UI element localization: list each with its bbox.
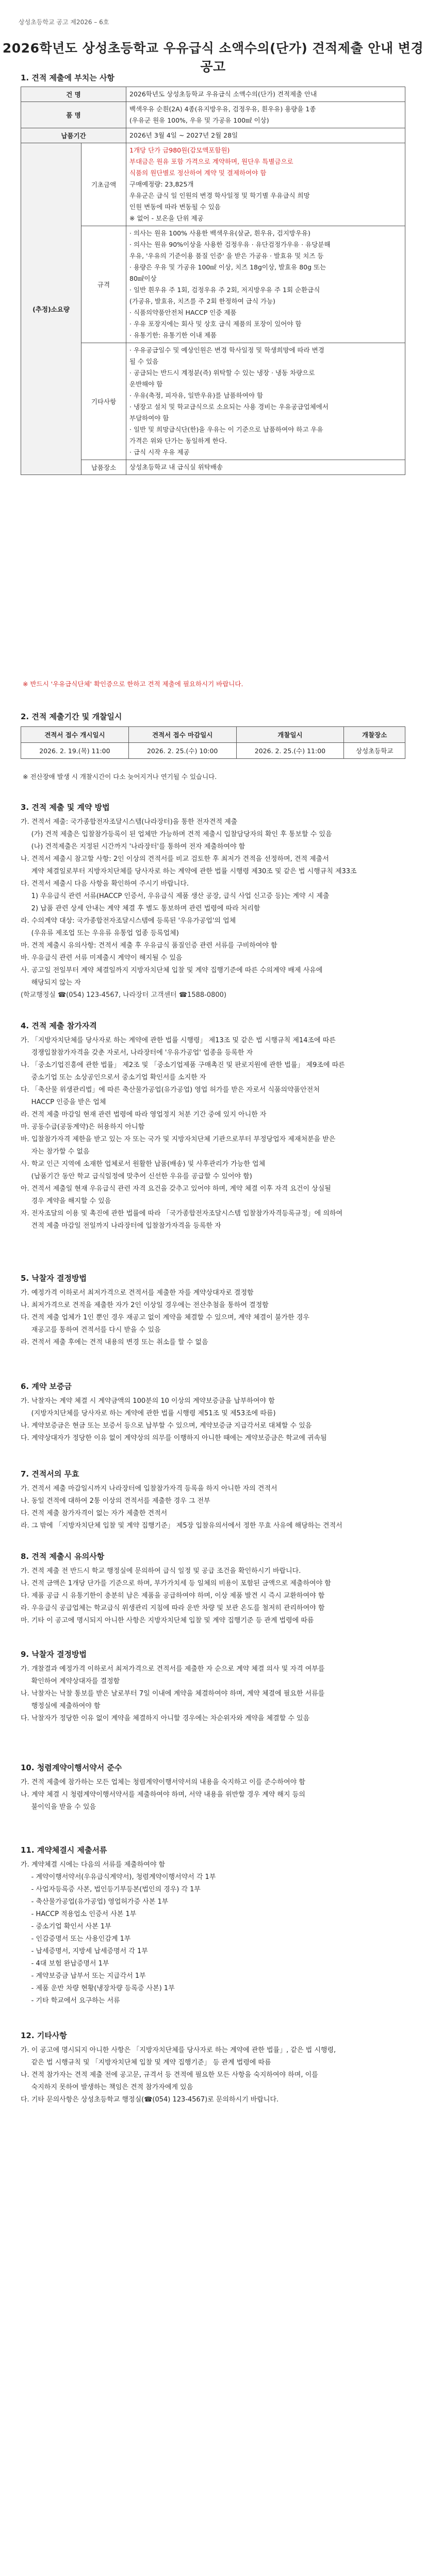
misc-line: · 급식 시작 우유 제공: [129, 448, 190, 456]
section-12-heading: 12. 기타사항: [21, 2031, 67, 2040]
spec-label: (추정)소요량: [21, 143, 81, 475]
table-cell: 2026. 2. 19.(목) 11:00: [21, 743, 129, 759]
table-row: [21, 87, 405, 102]
section-1-heading: 1. 견적 제출에 부치는 사항: [21, 73, 114, 82]
section-5-body: 가. 예정가격 이하로서 최저가격으로 견적서를 제출한 자를 계약상대자로 결정함 나. 최저가격으로 견적을 제출한 자가 2인 이상일 경우에는 전산추첨을 통하여 결정함 다. 견적 제출 업체가 1인 뿐인 경우 재공고 없이 계약을 체결할 수 있으며, 계약 체결이 불가한 경우 재공고를 통하여 견적서를 다시 받을 수 있음 라. 견적서 제출 후에는 견적 내용의 변경 또는 취소를 할 수 없음: [21, 1289, 309, 1346]
base-price-line: 식품의 원단별로 정산하여 계약 및 결제하여야 함: [129, 169, 267, 177]
section-12-body: 가. 이 공고에 명시되지 아니한 사항은 「지방자치단체를 당사자로 하는 계약에 관한 법률」, 같은 법 시행령, 같은 법 시행규칙 및 「지방자치단체 입찰 및 계약 집행기준」 등 관계 법령에 따름 나. 견적 참가자는 견적 제출 전에 공고문, 규격서 등 견적에 필요한 모든 사항을 숙지하여야 하며, 이를 숙지하지 못하여 발생하는 책임은 견적 참가자에게 있음 다. 기타 문의사항은 상성초등학교 행정실(☎(054) 123-4567)로 문의하시기 바랍니다.: [21, 2046, 336, 2104]
table-row: [21, 143, 405, 226]
spec-cell: [126, 226, 405, 343]
schedule-note: ※ 전산장애 발생 시 개찰시간이 다소 늦어지거나 연기될 수 있습니다.: [23, 773, 217, 781]
row-label: 품 명: [21, 102, 126, 128]
section-4-body: 가. 「지방자치단체를 당사자로 하는 계약에 관한 법률 시행령」 제13조 및 같은 법 시행규칙 제14조에 따른 경쟁입찰참가자격을 갖춘 자로서, 나라장터에 '우유가공업' 업종을 등록한 자 나. 「중소기업진흥에 관한 법률」 제2조 및 「중소기업제품 구매촉진 및 판로지원에 관한 법률」 제9조에 따른 중소기업 또는 소상공인으로서 중소기업 확인서를 소지한 자 다. 「축산물 위생관리법」에 따른 축산물가공업(유가공업) 영업 허가를 받은 자로서 식품의약품안전처 HACCP 인증을 받은 업체 라. 견적 제출 마감일 현재 관련 법령에 따라 영업정지 처분 기간 중에 있지 아니한 자 마. 공동수급(공동계약)은 허용하지 아니함 바. 입찰참가자격 제한을 받고 있는 자 또는 국가 및 지방자치단체 기관으로부터 부정당업자 제재처분을 받은 자는 참가할 수 없음 사. 학교 인근 지역에 소재한 업체로서 원활한 납품(배송) 및 사후관리가 가능한 업체 (납품기간 동안 학교 급식일정에 맞추어 신선한 우유를 공급할 수 있어야 함) 아. 견적서 제출일 현재 우유급식 관련 자격 요건을 갖추고 있어야 하며, 계약 체결 이후 자격 요건이 상실될 경우 계약을 해지할 수 있음 자. 전자조달의 이용 및 촉진에 관한 법률에 따라 「국가종합전자조달시스템 입찰참가자격등록규정」에 의하여 견적 제출 마감일 전일까지 나라장터에 입찰참가자격을 등록한 자: [21, 1037, 345, 1230]
section-9-body: 가. 개찰결과 예정가격 이하로서 최저가격으로 견적서를 제출한 자 순으로 계약 체결 의사 및 자격 여부를 확인하여 계약상대자를 결정함 나. 낙찰자는 낙찰 통보를 받은 날로부터 7일 이내에 계약을 체결하여야 하며, 계약 체결에 필요한 서류를 행정실에 제출하여야 함 다. 낙찰자가 정당한 이유 없이 계약을 체결하지 아니할 경우에는 차순위자와 계약을 체결할 수 있음: [21, 1665, 325, 1722]
misc-line: · 일반 및 희망급식단(한)을 우유는 이 기준으로 납품하여야 하고 우유: [129, 426, 323, 433]
spec-sub-label: 규격: [81, 226, 126, 343]
misc-line: 가격은 위와 단가는 동일하게 한다.: [129, 437, 227, 445]
section-10-heading: 10. 청렴계약이행서약서 준수: [21, 1763, 122, 1772]
row-value: 2026년 3월 4일 ~ 2027년 2월 28일: [126, 128, 405, 143]
base-price-line: 부대금은 원유 포함 가격으로 계약하며, 원단우 특별금으로: [129, 158, 293, 165]
misc-line: · 우유공급일수 및 예상인원은 변경 학사일정 및 학생희망에 따라 변경: [129, 346, 324, 354]
table-row: [21, 743, 405, 759]
section-9-heading: 9. 낙찰자 결정방법: [21, 1650, 87, 1659]
contact-line: (학교행정실 ☎(054) 123-4567, 나라장터 고객센터 ☎1588-0800): [21, 991, 226, 999]
table-cell: 2026. 2. 25.(수) 11:00: [236, 743, 344, 759]
section-11-heading: 11. 계약체결시 제출서류: [21, 1845, 107, 1855]
section-4-heading: 4. 견적 제출 참가자격: [21, 1021, 97, 1030]
spec-line: · 유통기한: 유통기한 이내 제품: [129, 331, 217, 339]
section-5-heading: 5. 낙찰자 결정방법: [21, 1274, 87, 1283]
table-cell: 2026. 2. 25.(수) 10:00: [128, 743, 236, 759]
misc-line: · 냉장고 설치 및 학교급식으로 소요되는 사용 경비는 우유공급업체에서: [129, 403, 329, 411]
section-8-body: 가. 견적 제출 전 반드시 학교 행정실에 문의하여 급식 일정 및 공급 조건을 확인하시기 바랍니다. 나. 견적 금액은 1개당 단가를 기준으로 하며, 부가가치세 등 일체의 비용이 포함된 금액으로 제출하여야 함 다. 제품 공급 시 유통기한이 충분히 남은 제품을 공급하여야 하며, 이상 제품 발견 시 즉시 교환하여야 함 라. 우유급식 공급업체는 학교급식 위생관리 지침에 따라 운반 차량 및 보관 온도를 철저히 관리하여야 함 마. 기타 이 공고에 명시되지 아니한 사항은 지방자치단체 입찰 및 계약 집행기준 등 관계 법령에 따름: [21, 1567, 331, 1624]
base-price-line: 1개당 단가 금980원(감모액포함원): [129, 146, 230, 154]
spec-sub-label: 납품장소: [81, 460, 126, 475]
section-2-heading: 2. 견적 제출기간 및 개찰일시: [21, 712, 122, 721]
spec-line: · 식품의약품안전처 HACCP 인증 제품: [129, 309, 237, 316]
section-3-heading: 3. 견적 제출 및 계약 방법: [21, 803, 110, 812]
base-price-line: ※ 없어 - 보온을 단위 제공: [129, 214, 204, 222]
section-11-body: 가. 계약체결 시에는 다음의 서류를 제출하여야 함 - 계약이행서약서(우유급식계약서), 청렴계약이행서약서 각 1부 - 사업자등록증 사본, 법인등기부등본(법인의 경우) 각 1부 - 축산물가공업(유가공업) 영업허가증 사본 1부 - HACCP 적용업소 인증서 사본 1부 - 중소기업 확인서 사본 1부 - 인감증명서 또는 사용인감계 1부 - 납세증명서, 지방세 납세증명서 각 1부 - 4대 보험 완납증명서 1부 - 계약보증금 납부서 또는 지급각서 1부 - 제품 운반 차량 현황(냉장차량 등록증 사본) 1부 - 기타 학교에서 요구하는 서류: [21, 1861, 216, 2005]
row-label: 건 명: [21, 87, 126, 102]
misc-line: 부담하여야 함: [129, 414, 169, 422]
notice-number: 상성초등학교 공고 제2026 – 6호: [19, 19, 109, 26]
spec-line: · 우유 포장지에는 회사 및 상호 급식 제품의 포장이 있어야 함: [129, 320, 302, 328]
section-8-heading: 8. 견적 제출시 유의사항: [21, 1552, 105, 1561]
column-header: 견적서 접수 개시일시: [21, 727, 129, 743]
section-1-footnote: ※ 반드시 '우유급식단체' 확인증으로 한하고 견적 제출에 필요하시기 바랍니다.: [23, 680, 243, 688]
spec-line: · 의사는 원유 90%이상을 사용한 검정우유 · 유단검정가우유 · 유당분해: [129, 241, 331, 248]
row-label: 납품기간: [21, 128, 126, 143]
base-price-line: 인원 변동에 따라 변동될 수 있음: [129, 203, 221, 211]
column-header: 개찰일시: [236, 727, 344, 743]
section-6-body: 가. 낙찰자는 계약 체결 시 계약금액의 100분의 10 이상의 계약보증금을 납부하여야 함 (지방자치단체를 당사자로 하는 계약에 관한 법률 시행령 제51조 및 제53조에 따름) 나. 계약보증금은 현금 또는 보증서 등으로 납부할 수 있으며, 계약보증금 지급각서로 대체할 수 있음 다. 계약상대자가 정당한 이유 없이 계약상의 의무를 이행하지 아니한 때에는 계약보증금은 학교에 귀속됨: [21, 1397, 327, 1442]
table-row: [21, 102, 405, 128]
spec-sub-label: 기타사항: [81, 343, 126, 460]
spec-line: (가공유, 발효유, 치즈를 주 2회 한정하여 급식 가능): [129, 297, 275, 305]
table-row: [21, 128, 405, 143]
section-7-heading: 7. 견적서의 무효: [21, 1469, 79, 1479]
base-price-line: 우유군은 급식 일 인원의 변경 학사일정 및 학기별 우유급식 희망: [129, 192, 310, 199]
base-price-line: 구매예정량: 23,825개: [129, 180, 194, 188]
spec-line: 우유, '우유의 기준이용 품질 인증' 을 받은 가공유 · 발효유 및 치즈 등: [129, 252, 324, 260]
spec-line: · 일반 흰우유 주 1회, 검정우유 주 2회, 저지방우유 주 1회 순환급식: [129, 286, 320, 294]
row-value: 2026학년도 상성초등학교 우유급식 소액수의(단가) 견적제출 안내: [126, 87, 405, 102]
page-title: 2026학년도 상성초등학교 우유급식 소액수의(단가) 견적제출 안내 변경공고: [2, 41, 424, 74]
column-header: 견적서 접수 마감일시: [128, 727, 236, 743]
section-6-heading: 6. 계약 보증금: [21, 1382, 72, 1391]
spec-line: 80㎖이상: [129, 275, 157, 282]
section-10-body: 가. 견적 제출에 참가하는 모든 업체는 청렴계약이행서약서의 내용을 숙지하고 이를 준수하여야 함 나. 계약 체결 시 청렴계약이행서약서를 제출하여야 하며, 서약 내용을 위반할 경우 계약 해지 등의 불이익을 받을 수 있음: [21, 1778, 305, 1811]
section-1-table: [21, 87, 405, 475]
table-header-row: [21, 727, 405, 743]
row-value: 백색우유 순흰(2A) 4종(유지방우유, 검정우유, 흰우유) 용량을 1종 (우유군 원유 100%, 우유 및 가공유 100㎖ 이상): [126, 102, 405, 128]
misc-cell: [126, 343, 405, 460]
misc-line: 운반해야 함: [129, 380, 163, 388]
schedule-table: [21, 726, 405, 759]
misc-line: · 우유(축정, 피자유, 일반우유)를 납품하여야 함: [129, 392, 263, 399]
spec-line: · 용량은 우유 및 가공유 100㎖ 이상, 치즈 18g이상, 발효유 80g 또는: [129, 263, 326, 271]
misc-line: · 공급되는 반드시 계정분(즉) 위탁할 수 있는 냉장 · 냉동 차량으로: [129, 369, 315, 377]
table-cell: 상성초등학교: [344, 743, 405, 759]
column-header: 개찰장소: [344, 727, 405, 743]
misc-line: 될 수 있음: [129, 358, 159, 365]
section-7-body: 가. 견적서 제출 마감일시까지 나라장터에 입찰참가자격 등록을 하지 아니한 자의 견적서 나. 동일 견적에 대하여 2통 이상의 견적서를 제출한 경우 그 전부 다. 견적 제출 참가자격이 없는 자가 제출한 견적서 라. 그 밖에 「지방자치단체 입찰 및 계약 집행기준」 제5장 입찰유의서에서 정한 무효 사유에 해당하는 견적서: [21, 1485, 342, 1530]
spec-line: · 의사는 원유 100% 사용한 백색우유(살균, 흰우유, 검지방우유): [129, 229, 310, 237]
base-price-cell: [126, 143, 405, 226]
delivery-place: 상성초등학교 내 급식실 위탁배송: [126, 460, 405, 475]
spec-sub-label: 기초금액: [81, 143, 126, 226]
section-3-body: 가. 견적서 제출: 국가종합전자조달시스템(나라장터)을 통한 전자견적 제출 (가) 견적 제출은 입찰참가등록이 된 업체만 가능하며 견적 제출시 입찰담당자의 확인 후 통보할 수 있음 (나) 견적제출은 지정된 시간까지 '나라장터'를 통하여 전자 제출하여야 함 나. 견적서 제출시 참고할 사항: 2인 이상의 견적서를 비교 검토한 후 최저가 견적을 선정하며, 견적 제출서 계약 체결일로부터 지방자치단체를 당사자로 하는 계약에 관한 법률 시행령 제30조 및 같은 법 시행규칙 제33조 다. 견적서 제출시 다음 사항을 확인하여 주시기 바랍니다. 1) 우유급식 관련 서류(HACCP 인증서, 우유급식 제품 생산 공장, 급식 사업 신고증 등)는 계약 시 제출 2) 납품 관련 상세 안내는 계약 체결 후 별도 통보하며 관련 법령에 따라 처리함 라. 수의계약 대상: 국가종합전자조달시스템에 등록된 '우유가공업'의 업체 (우유류 제조업 또는 우유류 유통업 업종 등록업체) 마. 견적 제출시 유의사항: 견적서 제출 후 우유급식 품질인증 관련 서류를 구비하여야 함 바. 우유급식 관련 서류 미제출시 계약이 해지될 수 있음 사. 공고일 전일부터 계약 체결일까지 지방자치단체 입찰 및 계약 집행기준에 따른 수의계약 배제 사유에 해당되지 않는 자: [21, 818, 357, 987]
